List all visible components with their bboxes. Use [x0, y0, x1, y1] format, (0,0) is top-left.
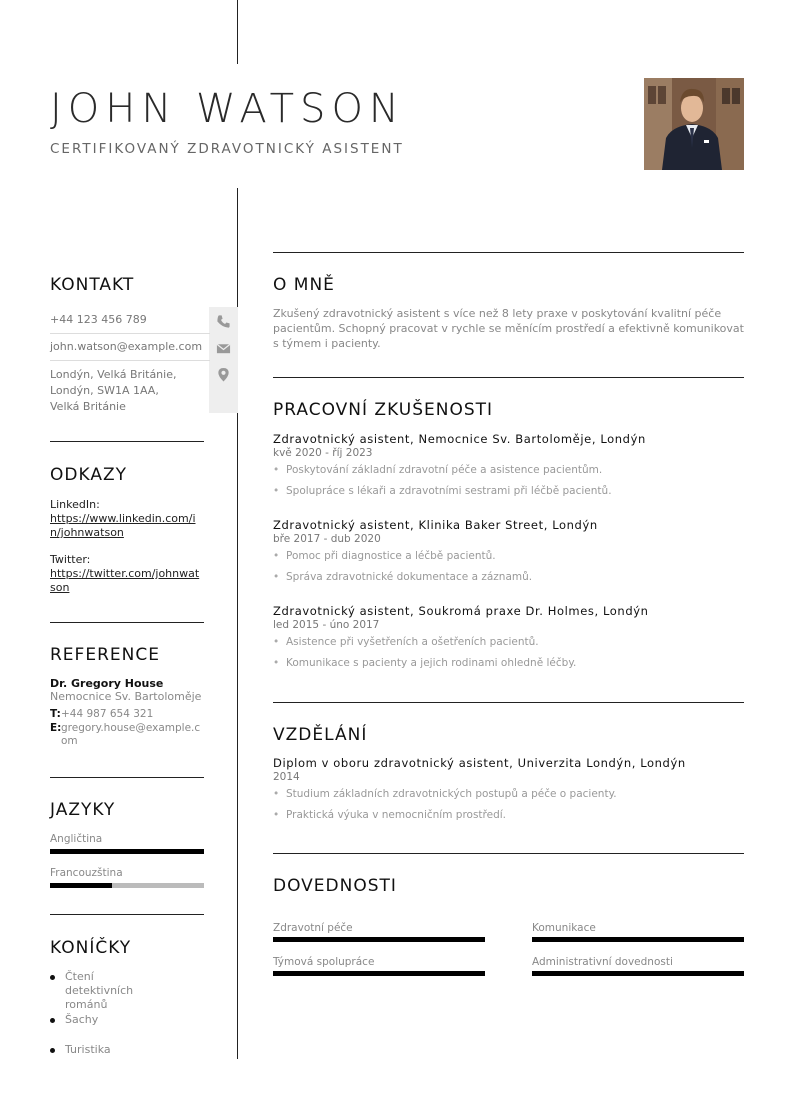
contact-phone[interactable]: +44 123 456 789 — [50, 313, 147, 326]
skill-level-bar — [532, 971, 744, 976]
reference-phone-label: T: — [50, 708, 61, 720]
reference-card — [50, 677, 204, 748]
education-entry — [273, 756, 744, 822]
language-item — [50, 833, 204, 854]
contact-phone-row — [50, 312, 238, 328]
experience-heading: PRACOVNÍ ZKUŠENOSTI — [273, 400, 494, 420]
link-twitter — [50, 553, 204, 595]
skill-level-bar — [532, 937, 744, 942]
bullet-text: Správa zdravotnické dokumentace a záznamů. — [286, 571, 533, 583]
hobby-text: Čtení detektivních románů — [65, 970, 134, 1011]
skill-level-bar — [273, 971, 485, 976]
job-bullet: • Komunikace s pacienty a jejich rodinami ohledně léčby. — [273, 657, 577, 669]
contact-address: Londýn, Velká Británie, Londýn, SW1A 1AA, Velká Británie — [50, 368, 177, 413]
hobby-text: Šachy — [65, 1013, 99, 1026]
skill-name: Administrativní dovednosti — [532, 956, 673, 968]
job-bullet: • Asistence při vyšetřeních a ošetřeních pacientů. — [273, 636, 539, 648]
about-text: Zkušený zdravotnický asistent s více než 8 lety praxe v poskytování kvalitní péče pacientům. Schopný pracovat v rychle se měnícím prostředí a efektivně komunikovat s týmem i pacienty. — [273, 307, 744, 350]
reference-phone-row — [50, 708, 204, 721]
language-level-fill — [50, 883, 112, 888]
top-divider-line — [237, 0, 238, 64]
skill-item — [532, 956, 744, 976]
reference-phone[interactable]: +44 987 654 321 — [61, 708, 154, 720]
skill-name: Zdravotní péče — [273, 922, 353, 934]
job-title: Zdravotnický asistent, Nemocnice Sv. Bartoloměje, Londýn — [273, 432, 646, 446]
bullet-text: Poskytování základní zdravotní péče a asistence pacientům. — [286, 464, 603, 476]
reference-name: Dr. Gregory House — [50, 677, 164, 690]
job-date: bře 2017 - dub 2020 — [273, 533, 381, 545]
job-bullet: • Správa zdravotnické dokumentace a záznamů. — [273, 571, 533, 583]
section-divider — [50, 914, 204, 915]
section-divider — [273, 853, 744, 854]
profile-photo — [644, 78, 744, 170]
skill-level-bar — [273, 937, 485, 942]
contact-heading: KONTAKT — [50, 275, 135, 295]
link-label: Twitter: — [50, 553, 91, 566]
skills-heading: DOVEDNOSTI — [273, 876, 397, 896]
language-level-bar — [50, 849, 204, 854]
hobby-item — [50, 970, 180, 1012]
bullet-text: Studium základních zdravotnických postupů a péče o pacienty. — [286, 788, 617, 800]
hobby-item — [50, 1043, 204, 1057]
job-date: led 2015 - úno 2017 — [273, 619, 380, 631]
skill-name: Týmová spolupráce — [273, 956, 375, 968]
references-heading: REFERENCE — [50, 645, 160, 665]
job-entry — [273, 432, 744, 498]
twitter-url[interactable]: https://twitter.com/johnwatson — [50, 567, 200, 594]
reference-email[interactable]: gregory.house@example.com — [61, 722, 201, 747]
about-heading: O MNĚ — [273, 275, 335, 295]
bullet-text: Pomoc při diagnostice a léčbě pacientů. — [286, 550, 496, 562]
bullet-dot — [50, 1048, 55, 1053]
link-label: LinkedIn: — [50, 498, 100, 511]
reference-email-row — [50, 722, 204, 748]
section-divider — [273, 377, 744, 378]
skill-item — [532, 922, 744, 942]
contact-divider — [50, 333, 210, 334]
language-level-bar — [50, 883, 204, 888]
job-entry — [273, 604, 744, 670]
reference-email-label: E: — [50, 722, 62, 734]
degree-title: Diplom v oboru zdravotnický asistent, Univerzita Londýn, Londýn — [273, 756, 686, 770]
candidate-name: JOHN WATSON — [50, 86, 405, 132]
hobbies-heading: KONÍČKY — [50, 938, 132, 958]
link-linkedin — [50, 498, 204, 540]
hobby-item — [50, 1013, 204, 1027]
skill-item — [273, 922, 485, 942]
job-title: Zdravotnický asistent, Klinika Baker Street, Londýn — [273, 518, 598, 532]
bullet-text: Praktická výuka v nemocničním prostředí. — [286, 809, 507, 821]
job-date: kvě 2020 - říj 2023 — [273, 447, 373, 459]
section-divider — [50, 441, 204, 442]
degree-year: 2014 — [273, 771, 300, 783]
linkedin-url[interactable]: https://www.linkedin.com/in/johnwatson — [50, 512, 196, 539]
skill-item — [273, 956, 485, 976]
education-bullet: • Praktická výuka v nemocničním prostředí. — [273, 809, 507, 821]
candidate-title: CERTIFIKOVANÝ ZDRAVOTNICKÝ ASISTENT — [50, 141, 404, 157]
section-divider — [273, 702, 744, 703]
bullet-text: Asistence při vyšetřeních a ošetřeních pacientů. — [286, 636, 539, 648]
contact-address-row — [50, 367, 238, 415]
job-bullet: • Pomoc při diagnostice a léčbě pacientů. — [273, 550, 496, 562]
section-divider — [50, 622, 204, 623]
language-item — [50, 867, 204, 888]
job-bullet: • Poskytování základní zdravotní péče a asistence pacientům. — [273, 464, 603, 476]
bullet-text: Spolupráce s lékaři a zdravotními sestrami při léčbě pacientů. — [286, 485, 612, 497]
contact-email[interactable]: john.watson@example.com — [50, 340, 203, 353]
hobby-text: Turistika — [65, 1043, 111, 1056]
links-heading: ODKAZY — [50, 465, 127, 485]
section-divider — [273, 252, 744, 253]
contact-divider — [50, 360, 210, 361]
bullet-dot — [50, 1018, 55, 1023]
language-name: Francouzština — [50, 867, 123, 879]
languages-heading: JAZYKY — [50, 800, 116, 820]
skill-name: Komunikace — [532, 922, 596, 934]
contact-email-row — [50, 339, 238, 355]
language-level-fill — [50, 849, 204, 854]
language-name: Angličtina — [50, 833, 103, 845]
bullet-dot — [50, 975, 55, 980]
job-entry — [273, 518, 744, 584]
education-bullet: • Studium základních zdravotnických postupů a péče o pacienty. — [273, 788, 617, 800]
job-title: Zdravotnický asistent, Soukromá praxe Dr. Holmes, Londýn — [273, 604, 649, 618]
education-heading: VZDĚLÁNÍ — [273, 725, 368, 745]
bullet-text: Komunikace s pacienty a jejich rodinami ohledně léčby. — [286, 657, 577, 669]
section-divider — [50, 777, 204, 778]
reference-organization: Nemocnice Sv. Bartoloměje — [50, 690, 202, 703]
job-bullet: • Spolupráce s lékaři a zdravotními sestrami při léčbě pacientů. — [273, 485, 612, 497]
